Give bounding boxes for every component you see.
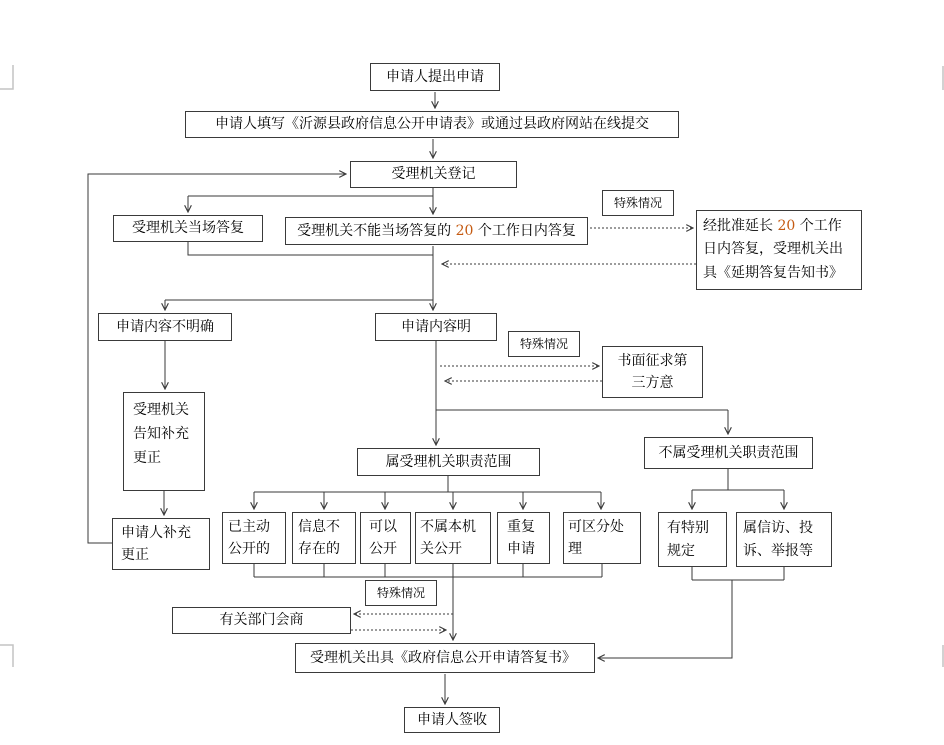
node-content-unclear: 申请内容不明确: [98, 313, 232, 341]
deadline-number: 20: [455, 222, 474, 239]
node-submit-application: 申请人提出申请: [370, 63, 500, 91]
node-applicant-supplement: 申请人补充更正: [112, 518, 210, 570]
node-deferred-reply: [285, 217, 588, 245]
node-register: 受理机关登记: [350, 161, 517, 188]
label-special-case-top: 特殊情况: [602, 190, 674, 216]
node-dept-consultation: 有关部门会商: [172, 607, 351, 634]
node-label: 受理机关不能当场答复的 20 个工作日内答复: [297, 222, 576, 239]
deadline-number: 20: [777, 218, 796, 235]
node-label: 经批准延长 20 个工作日内答复，受理机关出具《延期答复告知书》: [703, 218, 843, 281]
node-already-public: 已主动公开的: [222, 512, 286, 564]
node-content-clear: 申请内容明: [375, 313, 497, 341]
node-fill-form: 申请人填写《沂源县政府信息公开申请表》或通过县政府网站在线提交: [185, 111, 679, 138]
label-special-case-mid: 特殊情况: [508, 331, 580, 357]
node-notify-supplement: 受理机关告知补充更正: [123, 392, 205, 491]
node-info-not-exist: 信息不存在的: [292, 512, 356, 564]
node-sign-receipt: 申请人签收: [404, 707, 500, 733]
node-within-duty-scope: 属受理机关职责范围: [357, 448, 540, 476]
node-repeat-application: 重复申请: [497, 512, 550, 564]
node-can-disclose: 可以公开: [360, 512, 411, 564]
node-onsite-reply: 受理机关当场答复: [113, 215, 263, 242]
node-extension-notice: [696, 210, 862, 290]
node-special-rule: 有特别规定: [658, 512, 727, 567]
node-outside-duty-scope: 不属受理机关职责范围: [644, 437, 813, 469]
node-third-party-consult: 书面征求第三方意: [602, 346, 703, 398]
label-special-case-bottom: 特殊情况: [365, 580, 437, 606]
node-petition-complaint: 属信访、投诉、举报等: [736, 512, 832, 567]
node-issue-reply: 受理机关出具《政府信息公开申请答复书》: [295, 643, 595, 673]
node-separable-handling: 可区分处理: [563, 512, 641, 564]
node-not-this-org: 不属本机关公开: [415, 512, 491, 564]
